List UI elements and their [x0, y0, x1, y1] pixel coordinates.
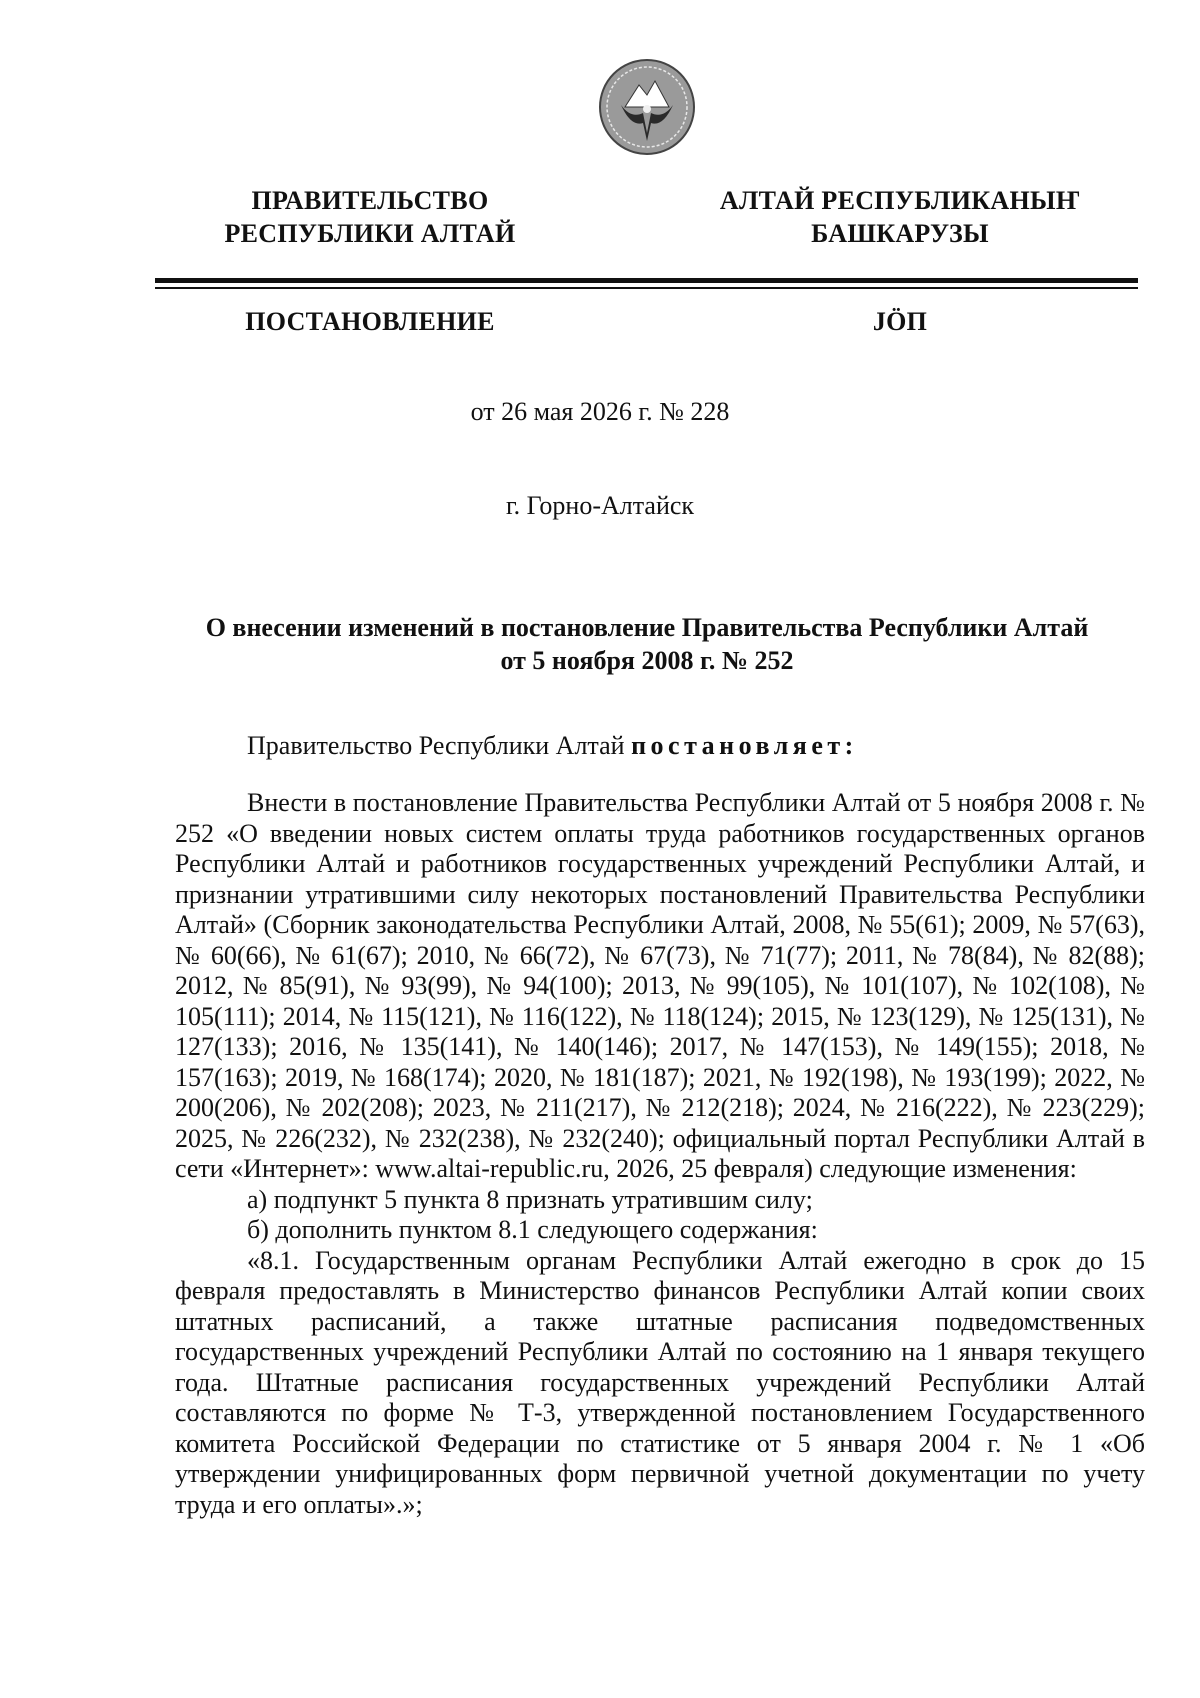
header-left-line2: РЕСПУБЛИКИ АЛТАЙ [224, 219, 516, 248]
item-a: а) подпункт 5 пункта 8 признать утратившим силу; [247, 1184, 813, 1214]
doc-type-alt: JӦП [872, 307, 928, 336]
intro-emphasis: постановляет: [631, 731, 858, 760]
intro-paragraph [175, 731, 1145, 762]
item-8-1: «8.1. Государственным органам Республики Алтай ежегодно в срок до 15 февраля предоставлять в Министерство финансов Республики Алтай копии своих штатных расписаний, а также штатные расписания подведомственных государственных учреждений Республики Алтай по состоянию на 1 января текущего года. Штатные расписания государственных учреждений Республики Алтай составляются по форме № Т-3, утвержденной постановлением Государственного комитета Российской Федерации по статистике от 5 января 2004 г. № 1 «Об утверждении унифицированных форм первичной учетной документации по учету труда и его оплаты».»; [175, 1245, 1145, 1519]
main-text [175, 788, 1145, 1520]
header-rule-thick [155, 278, 1138, 283]
header-right-line1: АЛТАЙ РЕСПУБЛИКАНЫҤ [719, 186, 1081, 215]
header-rule-thin [155, 287, 1138, 289]
doc-type-ru: ПОСТАНОВЛЕНИЕ [245, 307, 495, 336]
header-government-ru [140, 184, 600, 250]
main-paragraph: Внести в постановление Правительства Республики Алтай от 5 ноября 2008 г. № 252 «О введении новых систем оплаты труда работников государственных органов Республики Алтай и работников государственных учреждений Республики Алтай, и признании утратившими силу некоторых постановлений Правительства Республики Алтай» (Сборник законодательства Республики Алтай, 2008, № 55(61); 2009, № 57(63), № 60(66), № 61(67); 2010, № 66(72), № 67(73), № 71(77); 2011, № 78(84), № 82(88); 2012, № 85(91), № 93(99), № 94(100); 2013, № 99(105), № 101(107), № 102(108), № 105(111); 2014, № 115(121), № 116(122), № 118(124); 2015, № 123(129), № 125(131), № 127(133); 2016, № 135(141), № 140(146); 2017, № 147(153), № 149(155); 2018, № 157(163); 2019, № 168(174); 2020, № 181(187); 2021, № 192(198), № 193(199); 2022, № 200(206), № 202(208); 2023, № 211(217), № 212(218); 2024, № 216(222), № 223(229); 2025, № 226(232), № 232(238), № 232(240); официальный портал Республики Алтай в сети «Интернет»: www.altai-republic.ru, 2026, 25 февраля) следующие изменения: [175, 788, 1145, 1183]
coat-of-arms-emblem [597, 57, 697, 157]
title-line2: от 5 ноября 2008 г. № 252 [500, 646, 794, 675]
item-b: б) дополнить пунктом 8.1 следующего содержания: [247, 1215, 818, 1244]
title-line1: О внесении изменений в постановление Правительства Республики Алтай [205, 613, 1089, 642]
city: г. Горно-Алтайск [505, 491, 695, 520]
date-number: от 26 мая 2026 г. № 228 [470, 397, 730, 426]
header-right-line2: БАШКАРУЗЫ [811, 219, 989, 248]
header-left-line1: ПРАВИТЕЛЬСТВО [251, 186, 489, 215]
intro-prefix: Правительство Республики Алтай [247, 731, 632, 760]
header-government-alt [670, 184, 1130, 250]
document-title [0, 611, 1200, 677]
